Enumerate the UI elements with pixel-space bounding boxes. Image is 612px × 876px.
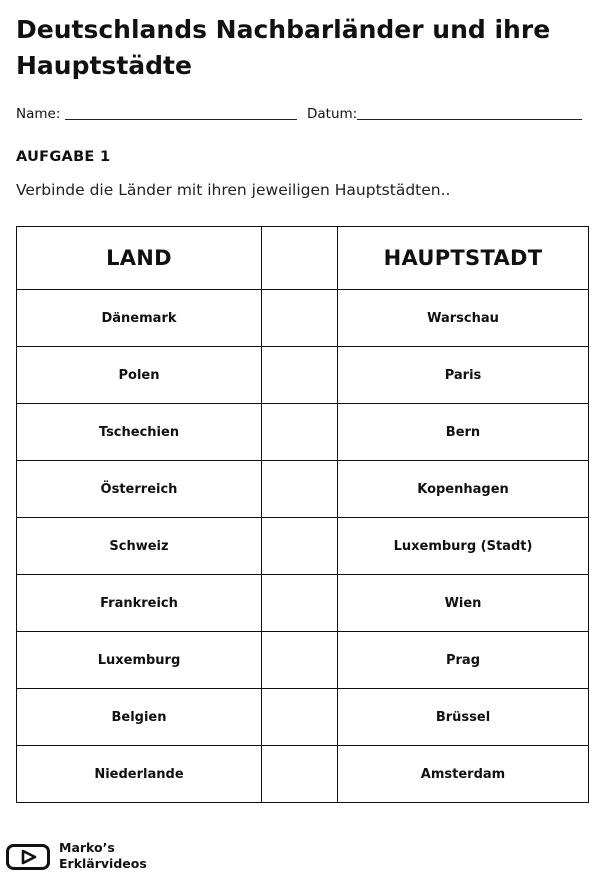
capital-cell: Prag: [338, 632, 589, 689]
connector-cell: [262, 290, 338, 347]
capital-cell: Luxemburg (Stadt): [338, 518, 589, 575]
country-cell: Belgien: [17, 689, 262, 746]
table-row: [17, 575, 589, 632]
country-cell: Niederlande: [17, 746, 262, 803]
brand-name-line1: Marko’s: [59, 840, 115, 855]
header-land: LAND: [17, 227, 262, 290]
table-row: [17, 347, 589, 404]
table-row: [17, 290, 589, 347]
table-row: [17, 404, 589, 461]
page-title: Deutschlands Nachbarländer und ihre Hauptstädte: [16, 15, 551, 80]
connector-cell: [262, 689, 338, 746]
table-row: [17, 746, 589, 803]
country-cell: Polen: [17, 347, 262, 404]
brand-logo: [6, 838, 226, 874]
task-heading: AUFGABE 1: [16, 149, 111, 165]
task-instruction: Verbinde die Länder mit ihren jeweiligen Hauptstädten..: [16, 181, 451, 199]
country-cell: Frankreich: [17, 575, 262, 632]
capital-cell: Warschau: [338, 290, 589, 347]
datum-label: Datum:: [307, 106, 358, 122]
connector-cell: [262, 632, 338, 689]
country-cell: Österreich: [17, 461, 262, 518]
capital-cell: Wien: [338, 575, 589, 632]
table-header-row: [17, 227, 589, 290]
brand-name-line2: Erklärvideos: [59, 856, 147, 871]
matching-table: [16, 226, 589, 803]
name-date-row: [16, 104, 584, 124]
datum-line: [357, 119, 582, 120]
country-cell: Tschechien: [17, 404, 262, 461]
capital-cell: Amsterdam: [338, 746, 589, 803]
header-hauptstadt: HAUPTSTADT: [338, 227, 589, 290]
name-line: [65, 119, 297, 120]
name-label: Name:: [16, 106, 61, 122]
connector-cell: [262, 746, 338, 803]
connector-cell: [262, 461, 338, 518]
table-row: [17, 632, 589, 689]
connector-cell: [262, 404, 338, 461]
brand-name: [59, 840, 147, 872]
country-cell: Dänemark: [17, 290, 262, 347]
country-cell: Schweiz: [17, 518, 262, 575]
capital-cell: Paris: [338, 347, 589, 404]
connector-cell: [262, 518, 338, 575]
capital-cell: Kopenhagen: [338, 461, 589, 518]
country-cell: Luxemburg: [17, 632, 262, 689]
capital-cell: Bern: [338, 404, 589, 461]
connector-cell: [262, 575, 338, 632]
table-row: [17, 461, 589, 518]
connector-cell: [262, 347, 338, 404]
play-icon: [6, 844, 50, 870]
table-row: [17, 689, 589, 746]
header-connector: [262, 227, 338, 290]
table-row: [17, 518, 589, 575]
capital-cell: Brüssel: [338, 689, 589, 746]
